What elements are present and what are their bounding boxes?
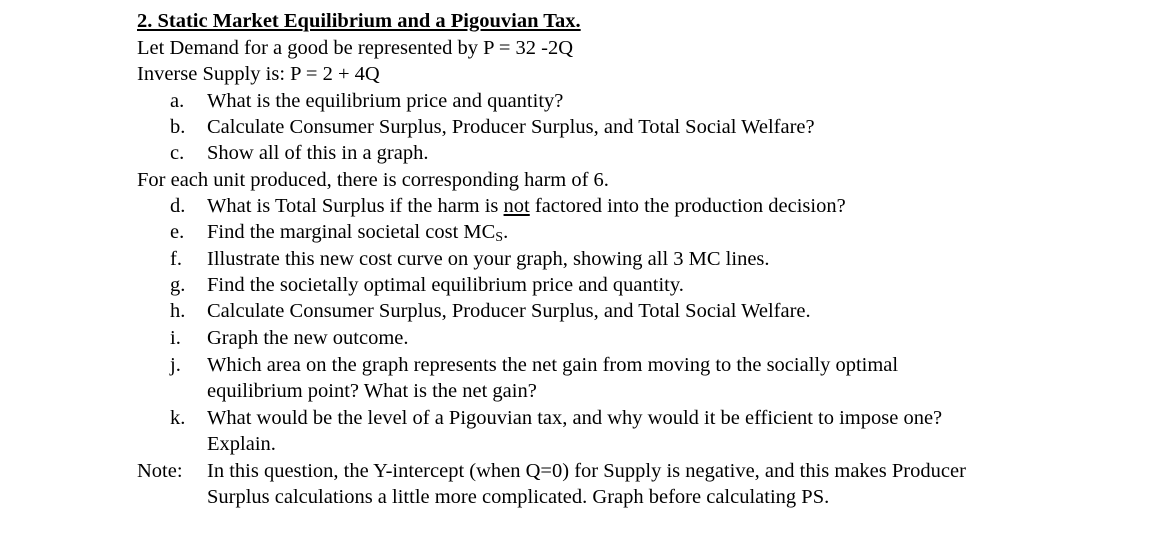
question-text-part: What is Total Surplus if the harm is xyxy=(207,195,504,217)
question-h xyxy=(170,298,811,324)
question-marker: g. xyxy=(170,274,186,296)
question-marker: h. xyxy=(170,300,186,322)
question-marker: j. xyxy=(170,354,181,376)
question-text: Calculate Consumer Surplus, Producer Surplus, and Total Social Welfare. xyxy=(207,300,811,322)
note-text: In this question, the Y-intercept (when Q=0) for Supply is negative, and this makes Producer xyxy=(207,460,966,482)
harm-statement: For each unit produced, there is corresponding harm of 6. xyxy=(137,169,609,191)
question-d xyxy=(170,193,846,219)
note-label: Note: xyxy=(137,460,183,482)
question-marker: b. xyxy=(170,116,186,138)
question-text: Show all of this in a graph. xyxy=(207,142,429,164)
question-text: Find the societally optimal equilibrium price and quantity. xyxy=(207,274,684,296)
emphasis-not: not xyxy=(503,195,530,217)
question-marker: k. xyxy=(170,407,186,429)
question-text: Graph the new outcome. xyxy=(207,327,409,349)
question-text: Calculate Consumer Surplus, Producer Surplus, and Total Social Welfare? xyxy=(207,116,815,138)
question-marker: c. xyxy=(170,142,185,164)
question-g xyxy=(170,272,684,298)
question-text: Which area on the graph represents the net gain from moving to the socially optimal xyxy=(207,354,899,376)
subscript: S xyxy=(495,230,504,245)
question-text: Illustrate this new cost curve on your graph, showing all 3 MC lines. xyxy=(207,248,770,270)
question-marker: e. xyxy=(170,221,185,243)
note-text-continuation: Surplus calculations a little more complicated. Graph before calculating PS. xyxy=(207,486,830,508)
question-text: What would be the level of a Pigouvian tax, and why would it be efficient to impose one? xyxy=(207,407,943,429)
question-marker: i. xyxy=(170,327,181,349)
question-j xyxy=(170,352,899,378)
section-title: 2. Static Market Equilibrium and a Pigouvian Tax. xyxy=(137,10,581,32)
demand-equation: Let Demand for a good be represented by P = 32 -2Q xyxy=(137,37,574,59)
supply-equation: Inverse Supply is: P = 2 + 4Q xyxy=(137,63,380,85)
question-text-part: . xyxy=(503,221,509,243)
question-j-continuation: equilibrium point? What is the net gain? xyxy=(207,380,537,402)
question-marker: f. xyxy=(170,248,182,270)
question-e xyxy=(170,219,509,245)
question-a xyxy=(170,88,564,114)
question-k-continuation: Explain. xyxy=(207,433,276,455)
question-text-part: factored into the production decision? xyxy=(529,195,846,217)
question-f xyxy=(170,246,770,272)
question-b xyxy=(170,114,815,140)
question-c xyxy=(170,140,429,166)
question-text: What is the equilibrium price and quantity? xyxy=(207,90,564,112)
question-text-part: Find the marginal societal cost MC xyxy=(207,221,496,243)
question-k xyxy=(170,405,943,431)
question-i xyxy=(170,325,409,351)
question-marker: d. xyxy=(170,195,186,217)
question-text xyxy=(207,193,846,219)
question-marker: a. xyxy=(170,90,185,112)
